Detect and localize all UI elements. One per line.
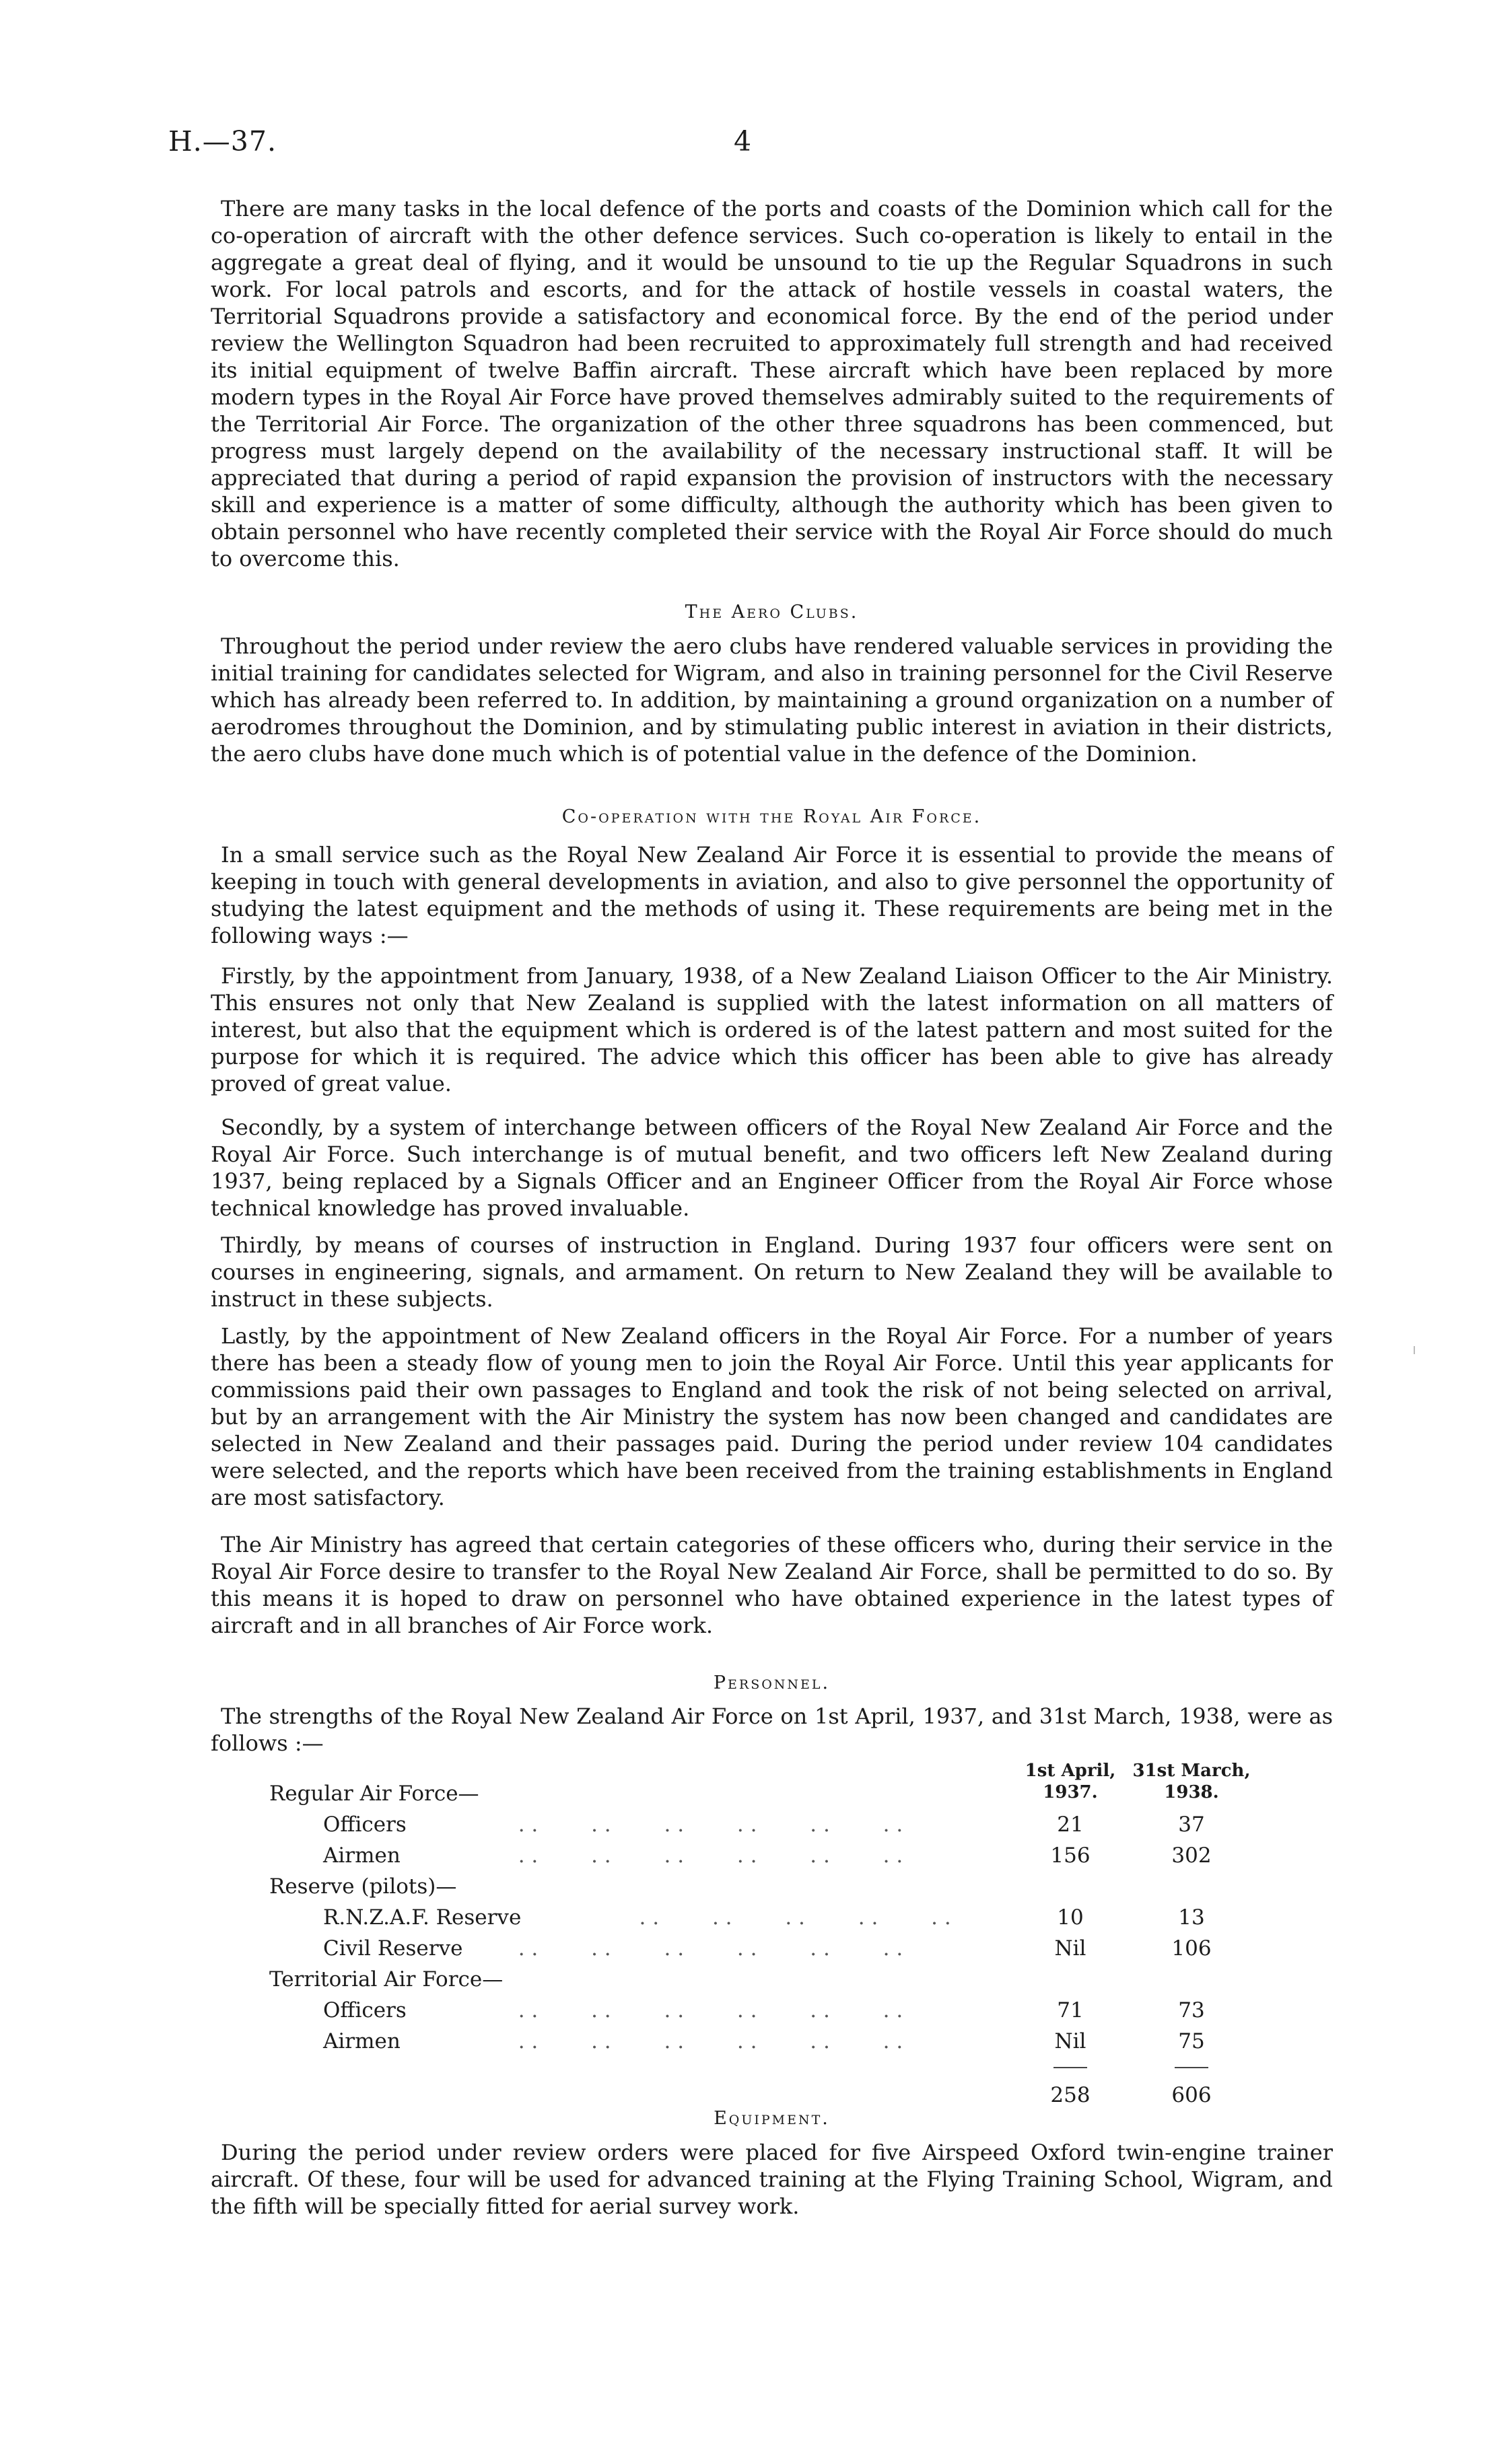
total-rule-1938 <box>1175 2067 1208 2068</box>
value-1937: 71 <box>1057 1998 1084 2022</box>
table-row-territorial-group <box>269 1967 1279 1998</box>
table-row-regular-group <box>269 1782 1279 1812</box>
row-label: Officers <box>323 1812 407 1837</box>
row-label: R.N.Z.A.F. Reserve <box>323 1905 522 1930</box>
paragraph-personnel-intro <box>211 1703 1333 1757</box>
column-header-1938-line2: 1938. <box>1164 1782 1219 1802</box>
paragraph-air-ministry <box>211 1531 1333 1639</box>
value-1937: 21 <box>1057 1812 1084 1837</box>
row-label: Officers <box>323 1998 407 2022</box>
personnel-intro-block <box>211 1703 1333 1757</box>
table-row-reserve-group <box>269 1874 1279 1905</box>
column-header-1938-line1: 31st March, <box>1132 1761 1251 1781</box>
value-1937: Nil <box>1054 2029 1086 2053</box>
cooperation-para-6-block <box>211 1531 1333 1639</box>
paragraph-equipment <box>211 2139 1333 2220</box>
paragraph-text: The strengths of the Royal New Zealand Air Force on 1st April, 1937, and 31st March, 1938, were as follows :— <box>211 1703 1333 1756</box>
value-1938: 302 <box>1171 1843 1212 1868</box>
value-1938: 37 <box>1178 1812 1205 1837</box>
row-label: Reserve (pilots)— <box>269 1874 457 1899</box>
value-1937: 10 <box>1057 1905 1084 1930</box>
intro-section <box>211 195 1333 572</box>
column-header-1937-line1: 1st April, <box>1025 1761 1116 1781</box>
row-label: Regular Air Force— <box>269 1782 479 1806</box>
value-1938: 13 <box>1178 1905 1205 1930</box>
total-rule-1937 <box>1053 2067 1087 2068</box>
cooperation-para-5-block <box>211 1323 1333 1511</box>
aero-clubs-section <box>211 633 1333 767</box>
paragraph-text: Throughout the period under review the aero clubs have rendered valuable services in providing the initial training for candidates selected for Wigram, and also in training personnel for the Civil Reserve which has already been referred to. In addition, by maintaining a ground organization on a number of aerodromes throughout the Dominion, and by stimulating public interest in aviation in their districts, the aero clubs have done much which is of potential value in the defence of the Dominion. <box>211 633 1333 767</box>
paragraph-text: There are many tasks in the local defence of the ports and coasts of the Dominion which call for the co-operation of aircraft with the other defence services. Such co-operation is likely to entail in the aggregate a great deal of flying, and it would be unsound to tie up the Regular Squadrons in such work. For local patrols and escorts, and for the attack of hostile vessels in coastal waters, the Territorial Squadrons provide a satisfactory and economical force. By the end of the period under review the Wellington Squadron had been recruited to approximately full strength and had received its initial equipment of twelve Baffin aircraft. These aircraft which have been replaced by more modern types in the Royal Air Force have proved themselves admirably suited to the requirements of the Territorial Air Force. The organization of the other three squadrons has been commenced, but progress must largely depend on the availability of the necessary instructional staff. It will be appreciated that during a period of rapid expansion the provision of instructors with the necessary skill and experience is a matter of some difficulty, although the authority which has been given to obtain personnel who have recently completed their service with the Royal Air Force should do much to overcome this. <box>211 196 1333 571</box>
paragraph-thirdly <box>211 1232 1333 1312</box>
leader-dots: . . . . . . . . . . <box>619 1905 951 1930</box>
paragraph-text: During the period under review orders were placed for five Airspeed Oxford twin-engine trainer aircraft. Of these, four will be used for advanced training at the Flying Training School, Wigram, and the fifth will be specially fitted for aerial survey work. <box>211 2140 1333 2219</box>
table-row-territorial-officers <box>269 1998 1279 2029</box>
paragraph-text: Secondly, by a system of interchange between officers of the Royal New Zealand Air Force and the Royal Air Force. Such interchange is of mutual benefit, and two officers left New Zealand during 1937, being replaced by a Signals Officer and an Engineer Officer from the Royal Air Force whose technical knowledge has proved invaluable. <box>211 1115 1333 1221</box>
equipment-section <box>211 2139 1333 2220</box>
total-1937: 258 <box>1050 2083 1091 2107</box>
value-1937: 156 <box>1050 1843 1091 1868</box>
paragraph-text: The Air Ministry has agreed that certain categories of these officers who, during their service in the Royal Air Force desire to transfer to the Royal New Zealand Air Force, shall be permitted to do so. By this means it is hoped to draw on personnel who have obtained experience in the latest types of aircraft and in all branches of Air Force work. <box>211 1532 1333 1638</box>
row-label: Airmen <box>323 1843 401 1868</box>
paragraph-firstly <box>211 962 1333 1097</box>
paragraph-coastal-defence <box>211 195 1333 572</box>
paragraph-text: Firstly, by the appointment from January, 1938, of a New Zealand Liaison Officer to the Air Ministry. This ensures not only that New Zealand is supplied with the latest information on all matters of interest, but also that the equipment which is ordered is of the latest pattern and most suited for the purpose for which it is required. The advice which this officer has been able to give has already proved of great value. <box>211 963 1333 1096</box>
cooperation-para-1-block <box>211 841 1333 949</box>
paragraph-secondly <box>211 1114 1333 1222</box>
heading-personnel: Personnel. <box>713 1673 831 1693</box>
cooperation-para-2-block <box>211 962 1333 1097</box>
total-1938: 606 <box>1171 2083 1212 2107</box>
row-label: Territorial Air Force— <box>269 1967 504 1992</box>
paragraph-cooperation-intro <box>211 841 1333 949</box>
paragraph-aero-clubs <box>211 633 1333 767</box>
heading-equipment: Equipment. <box>714 2108 830 2129</box>
table-row-civil-reserve <box>269 1936 1279 1967</box>
heading-aero-clubs: The Aero Clubs. <box>685 602 859 623</box>
leader-dots: . . . . . . . . . . . . <box>505 1936 903 1961</box>
paragraph-text: In a small service such as the Royal New Zealand Air Force it is essential to provide the means of keeping in touch with general developments in aviation, and also to give personnel the opportunity of studying the latest equipment and the methods of using it. These requirements are being met in the following ways :— <box>211 842 1333 948</box>
table-row-regular-airmen <box>269 1843 1279 1874</box>
table-row-regular-officers <box>269 1812 1279 1843</box>
leader-dots: . . . . . . . . . . . . <box>505 1998 903 2022</box>
table-row-rnzaf-reserve <box>269 1905 1279 1936</box>
page-number: 4 <box>734 125 752 157</box>
paragraph-lastly <box>211 1323 1333 1511</box>
value-1938: 73 <box>1178 1998 1205 2022</box>
paragraph-text: Lastly, by the appointment of New Zealand officers in the Royal Air Force. For a number of years there has been a steady flow of young men to join the Royal Air Force. Until this year applicants for commissions paid their own passages to England and took the risk of not being selected on arrival, but by an arrangement with the Air Ministry the system has now been changed and candidates are selected in New Zealand and their passages paid. During the period under review 104 candidates were selected, and the reports which have been received from the training establishments in England are most satisfactory. <box>211 1323 1333 1510</box>
leader-dots: . . . . . . . . . . . . <box>505 1843 903 1868</box>
value-1937: Nil <box>1054 1936 1086 1961</box>
leader-dots: . . . . . . . . . . . . <box>505 1812 903 1837</box>
row-label: Airmen <box>323 2029 401 2053</box>
value-1938: 106 <box>1171 1936 1212 1961</box>
cooperation-para-4-block <box>211 1232 1333 1312</box>
value-1938: 75 <box>1178 2029 1205 2053</box>
heading-cooperation: Co-operation with the Royal Air Force. <box>561 806 982 827</box>
column-header-1937-line2: 1937. <box>1043 1782 1098 1802</box>
scan-speck <box>1414 1346 1415 1354</box>
row-label: Civil Reserve <box>323 1936 463 1961</box>
report-code: H.—37. <box>168 125 277 157</box>
table-row-territorial-airmen <box>269 2029 1279 2060</box>
paragraph-text: Thirdly, by means of courses of instruction in England. During 1937 four officers were sent on courses in engineering, signals, and armament. On return to New Zealand they will be available to instruct in these subjects. <box>211 1232 1333 1312</box>
leader-dots: . . . . . . . . . . . . <box>505 2029 903 2053</box>
cooperation-para-3-block <box>211 1114 1333 1222</box>
